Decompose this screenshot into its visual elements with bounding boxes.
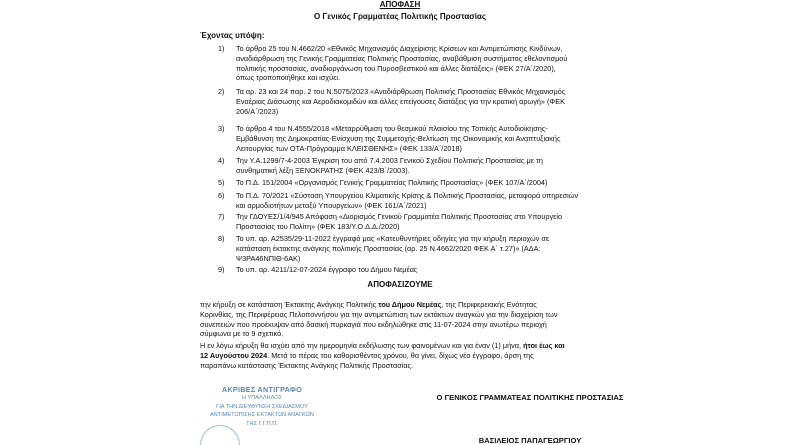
considered-item <box>236 87 654 116</box>
paragraph-line <box>200 300 654 310</box>
item-line: Προστασίας του Πολίτη» (ΦΕΚ 183/Υ.Ο.Δ.Δ./2020) <box>236 221 400 231</box>
item-line: Το Π.Δ. 151/2004 «Οργανισμός Γενικής Γραμματείας Πολιτικής Προστασίας» (ΦΕΚ 107/Α΄/2004) <box>236 178 548 187</box>
item-line: πολιτικής προστασίας, αναδιοργάνωση του Πυροσβεστικού και άλλες διατάξεις» (ΦΕΚ 27/Α΄/2020), <box>236 63 556 73</box>
stamp-line: ΑΝΤΙΜΕΤΩΠΙΣΗΣ ΕΚΤΑΚΤΩΝ ΑΝΑΓΚΩΝ <box>210 412 314 419</box>
item-line: και αρμοδιοτήτων μεταξύ Υπουργείων» (ΦΕΚ 161/Α΄/2021) <box>236 200 427 210</box>
text-run: Η εν λόγω κήρυξη θα ισχύει από την ημερομηνία εκδήλωσης των φαινομένων και για έναν (1) μήνα, <box>200 341 524 350</box>
item-line: Το Π.Δ. 70/2021 «Σύσταση Υπουργείου Κλιματικής Κρίσης & Πολιτικής Προστασίας, μεταφορά υπηρεσιών <box>236 191 579 200</box>
text-run: την κήρυξη σε κατάσταση Έκτακτης Ανάγκης Πολιτικής <box>200 300 379 309</box>
item-line: Τα αρ. 23 και 24 παρ. 2 του Ν.5075/2023 «Αναδιάρθρωση Πολιτικής Προστασίας Εθνικός Μηχανισμός <box>236 87 566 96</box>
considered-item <box>236 265 654 275</box>
considered-item <box>236 44 654 83</box>
considered-item <box>236 191 654 211</box>
item-line: Το υπ. αρ. 4211/12-07-2024 έγγραφο του Δήμου Νεμέας <box>236 265 418 274</box>
item-line: Λειτουργίας των ΟΤΑ-Πρόγραμμα ΚΛΕΙΣΘΕΝΗΣ» (ΦΕΚ 133/Α΄/2018) <box>236 143 462 153</box>
considered-item <box>236 178 654 188</box>
municipality-name: του Δήμου Νεμέας <box>378 300 442 309</box>
paragraph-line: Κορινθίας, της Περιφέρειας Πελοποννήσου για την αντιμετώπιση των εκτάκτων αναγκών για την διαχείριση των <box>200 309 558 319</box>
item-line: Την ΓΔΟΥΕΣ/1/4/945 Απόφαση «Διορισμός Γενικού Γραμματέα Πολιτικής Προστασίας στο Υπουργείο <box>236 212 563 221</box>
item-line: Το υπ. αρ. Α2535/29-11-2022 έγγραφό μας «Κατευθυντήριες οδηγίες για την κήρυξη περιοχών σε <box>236 234 550 243</box>
considered-item <box>236 234 654 263</box>
item-number: 2) <box>218 87 225 96</box>
certified-copy-stamp <box>198 385 326 445</box>
stamp-line: Η ΥΠΑΛΛΗΛΟΣ <box>242 395 282 401</box>
item-number: 9) <box>218 265 225 274</box>
decide-heading: ΑΠΟΦΑΣΙΖΟΥΜΕ <box>367 280 433 289</box>
item-number: 7) <box>218 212 225 221</box>
paragraph-line: συνεπειών που προέκυψαν από δασική πυρκαγιά που εκδηλώθηκε στις 11-07-2024 στην ανωτέρω περιοχή <box>200 319 547 329</box>
considered-item <box>236 124 654 153</box>
document-subtitle: Ο Γενικός Γραμματέας Πολιτικής Προστασίας <box>313 12 487 21</box>
item-number: 6) <box>218 191 225 200</box>
paragraph-line: παραπάνω κατάστασης Έκτακτης Ανάγκης Πολιτικής Προστασίας. <box>200 360 414 370</box>
paragraph-line <box>200 351 654 361</box>
item-line: Εμβάθυνση της Δημοκρατίας-Ενίσχυση της Συμμετοχής-Βελτίωση της Οικονομικής και Αναπτυξιακής <box>236 133 561 143</box>
item-line: Το άρθρο 25 του Ν.4662/20 «Εθνικός Μηχανισμός Διαχείρισης Κρίσεων και Αντιμετώπισης Κινδύνων, <box>236 44 563 53</box>
stamp-heading: ΑΚΡΙΒΕΣ ΑΝΤΙΓΡΑΦΟ <box>221 385 303 394</box>
stamp-line: ΤΗΣ Γ.Γ.Π.Π. <box>246 420 278 427</box>
item-line: κατάσταση έκτακτης ανάγκης πολιτικής Προστασίας (αρ. 25 Ν.4662/2020 ΦΕΚ Α΄ τ.27)» (ΑΔΑ: <box>236 243 541 253</box>
decision-paragraph <box>200 300 654 339</box>
signer-title: Ο ΓΕΝΙΚΟΣ ΓΡΑΜΜΑΤΕΑΣ ΠΟΛΙΤΙΚΗΣ ΠΡΟΣΤΑΣΙΑΣ <box>436 393 624 402</box>
validity-paragraph <box>200 341 654 370</box>
item-number: 3) <box>218 124 225 133</box>
stamp-line: ΓΙΑ ΤΗΝ ΔΙΕΥΘΥΝΣΗ ΣΧΕΔΙΑΣΜΟΥ <box>216 403 308 410</box>
validity-phrase: ήτοι έως και <box>523 341 565 350</box>
considered-item <box>236 156 654 176</box>
item-number: 8) <box>218 234 225 243</box>
paragraph-line: σύμφωνα με το 9 σχετικό. <box>200 329 284 339</box>
text-run: , της Περιφερειακής Ενότητας <box>441 300 537 309</box>
text-run: . Μετά το πέρας του καθορισθέντος χρόνου, θα γίνει, δίχως νέο έγγραφο, άρση της <box>267 350 534 360</box>
item-line: αναδιάρθρωση της Γενικής Γραμματείας Πολιτικής Προστασίας, αναβάθμιση συστήματος εθελοντισμού <box>236 53 568 63</box>
document-title: ΑΠΟΦΑΣΗ <box>379 0 421 9</box>
item-line: όπως τροποποιήθηκε και ισχύει. <box>236 73 340 83</box>
item-line: συνθηματική λέξη ΞΕΝΟΚΡΑΤΗΣ (ΦΕΚ 423/Β΄/2003). <box>236 165 410 175</box>
considering-label: Έχοντας υπόψη: <box>200 31 265 40</box>
item-number: 5) <box>218 178 225 187</box>
item-line: Το άρθρο 4 του Ν.4555/2018 «Μεταρρύθμιση του θεσμικού πλαισίου της Τοπικής Αυτοδιοίκησης- <box>236 124 548 133</box>
item-number: 1) <box>218 44 225 53</box>
signer-name: ΒΑΣΙΛΕΙΟΣ ΠΑΠΑΓΕΩΡΓΙΟΥ <box>478 436 582 445</box>
item-line: Ψ3ΡΑ46ΝΠΙΘ-6ΑΚ) <box>236 253 301 263</box>
item-line: Εναέριας Διάσωσης και Αεροδιακομιδών και άλλες επείγουσες διατάξεις για την κρατική αρωγή» (ΦΕΚ <box>236 96 565 106</box>
considered-item <box>236 212 654 232</box>
paragraph-line <box>200 341 654 351</box>
item-line: Την Υ.Α.1299/7-4-2003 Έγκριση του από 7.4.2003 Γενικού Σχεδίου Πολιτικής Προστασίας με τη <box>236 156 543 165</box>
item-number: 4) <box>218 156 225 165</box>
item-line: 206/Α΄/2023) <box>236 106 279 116</box>
end-date: 12 Αυγούστου 2024 <box>200 350 268 360</box>
